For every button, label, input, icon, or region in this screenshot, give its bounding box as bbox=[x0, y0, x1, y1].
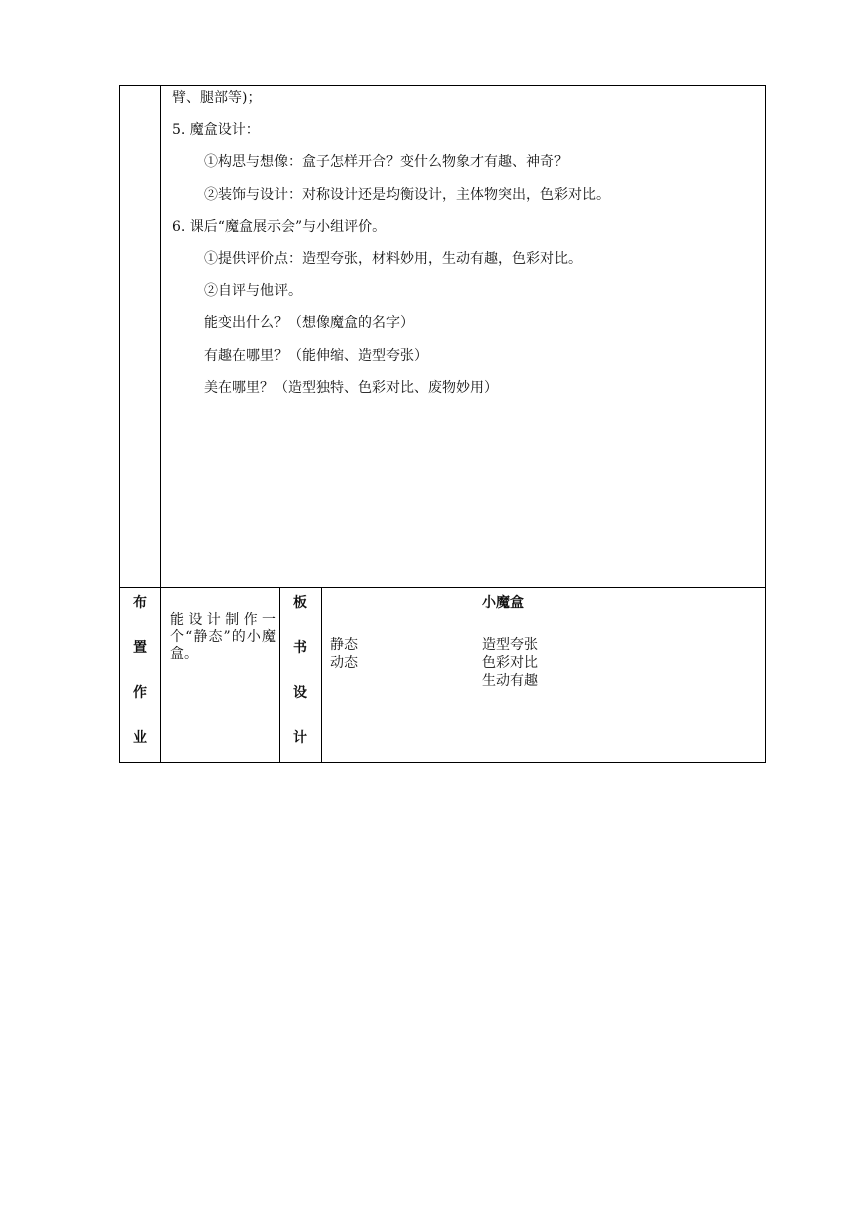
teaching-line: ①提供评价点：造型夸张，材料妙用，生动有趣，色彩对比。 bbox=[204, 250, 582, 267]
teaching-line: ①构思与想像：盒子怎样开合？变什么物象才有趣、神奇？ bbox=[204, 154, 568, 171]
homework-content: 能设计制作一个“静态”的小魔盒。 bbox=[170, 612, 276, 662]
teaching-line: 6. 课后“魔盒展示会”与小组评价。 bbox=[172, 218, 387, 235]
homework-label-char: 置 bbox=[133, 640, 147, 656]
teaching-line: 能变出什么？（想像魔盒的名字） bbox=[204, 315, 414, 332]
blackboard-right-column bbox=[482, 636, 538, 690]
blackboard-right-item: 造型夸张 bbox=[482, 637, 538, 653]
blackboard-left-item: 静态 bbox=[330, 637, 358, 653]
teaching-process-text bbox=[172, 87, 762, 409]
blackboard-label-char: 书 bbox=[293, 640, 307, 656]
table-divider-homework bbox=[279, 587, 280, 763]
homework-label-char: 业 bbox=[133, 730, 147, 746]
table-divider-left bbox=[160, 85, 161, 763]
blackboard-title: 小魔盒 bbox=[482, 595, 524, 611]
blackboard-right-item: 色彩对比 bbox=[482, 655, 538, 671]
teaching-line: 美在哪里？（造型独特、色彩对比、废物妙用） bbox=[204, 379, 498, 396]
blackboard-right-item: 生动有趣 bbox=[482, 673, 538, 689]
teaching-line: ②自评与他评。 bbox=[204, 283, 302, 300]
homework-label-char: 布 bbox=[133, 595, 147, 611]
blackboard-left-column bbox=[330, 636, 358, 672]
teaching-line: 有趣在哪里？（能伸缩、造型夸张） bbox=[204, 347, 428, 364]
teaching-line: 5. 魔盒设计： bbox=[172, 122, 260, 139]
blackboard-label-char: 计 bbox=[293, 730, 307, 746]
homework-label-char: 作 bbox=[133, 685, 147, 701]
table-divider-middle bbox=[119, 587, 766, 588]
blackboard-label-char: 设 bbox=[293, 685, 307, 701]
blackboard-label-char: 板 bbox=[293, 595, 307, 611]
blackboard-left-item: 动态 bbox=[330, 655, 358, 671]
teaching-line: 臂、腿部等)； bbox=[172, 90, 262, 106]
table-divider-blackboard bbox=[321, 587, 322, 763]
teaching-line: ②装饰与设计：对称设计还是均衡设计，主体物突出，色彩对比。 bbox=[204, 186, 610, 203]
